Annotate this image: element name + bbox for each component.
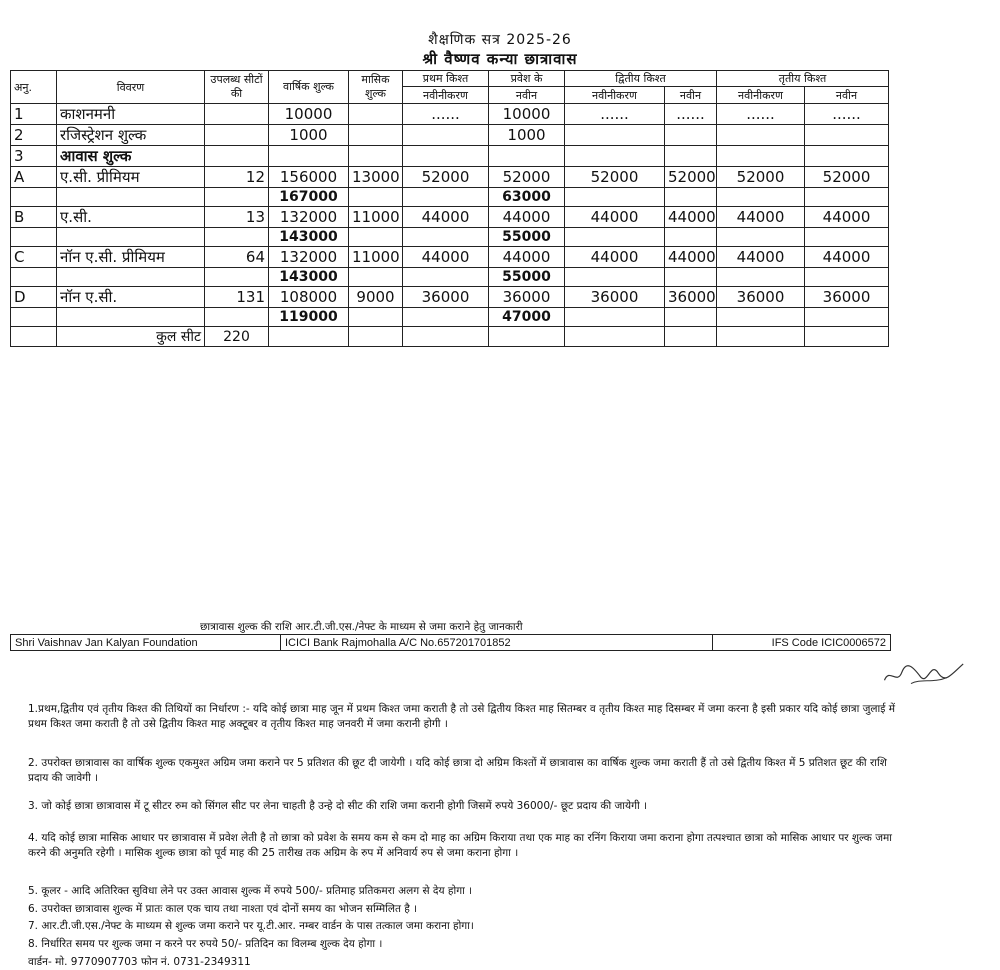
row-empty: [805, 228, 889, 247]
row-monthly: [349, 104, 403, 125]
row-empty: [349, 188, 403, 207]
row-seats: [205, 125, 269, 146]
bank-caption: छात्रावास शुल्क की राशि आर.टी.जी.एस./नेफ्ट के माध्यम से जमा कराने हेतु जानकारी: [200, 621, 523, 633]
sub-third-new: नवीन: [805, 87, 889, 104]
row-annual: 132000: [269, 207, 349, 228]
row-empty: [565, 308, 665, 327]
row-third-new: 52000: [805, 167, 889, 188]
row-second-new: 44000: [665, 207, 717, 228]
row-sno: B: [11, 207, 57, 228]
row-empty: [403, 327, 489, 347]
row-empty: [57, 228, 205, 247]
row-second-renewal: 52000: [565, 167, 665, 188]
header-sno: अनु.: [11, 71, 57, 104]
row-total-admission: 47000: [489, 308, 565, 327]
handwritten-signature: [878, 651, 971, 695]
row-empty: [11, 327, 57, 347]
row-first: 44000: [403, 207, 489, 228]
bank-account-number: ICICI Bank Rajmohalla A/C No.657201701852: [281, 635, 713, 651]
row-first: 36000: [403, 287, 489, 308]
header-third: तृतीय किश्त: [717, 71, 889, 87]
row-empty: [565, 146, 665, 167]
row-annual: 1000: [269, 125, 349, 146]
total-row: [11, 228, 889, 247]
note-5: 5. कूलर - आदि अतिरिक्त सुविधा लेने पर उक्त आवास शुल्क में रुपये 500/- प्रतिमाह प्रतिकमरा अलग से देय होगा ।: [28, 885, 473, 897]
row-desc: काशनमनी: [57, 104, 205, 125]
table-row: [11, 287, 889, 308]
row-seats: [205, 104, 269, 125]
header-desc: विवरण: [57, 71, 205, 104]
row-admission: 44000: [489, 247, 565, 268]
row-total-annual: 167000: [269, 188, 349, 207]
row-empty: [717, 188, 805, 207]
row-empty: [349, 228, 403, 247]
row-total-admission: 63000: [489, 188, 565, 207]
row-seats: 13: [205, 207, 269, 228]
row-admission: 52000: [489, 167, 565, 188]
row-first: 44000: [403, 247, 489, 268]
header-seats: उपलब्ध सीटों की: [205, 71, 269, 104]
note-6: 6. उपरोक्त छात्रावास शुल्क में प्रातः काल एक चाय तथा नाश्ता एवं दोनों समय का भोजन सम्मिलित है ।: [28, 903, 418, 915]
row-first: [403, 125, 489, 146]
row-empty: [717, 125, 805, 146]
row-total-annual: 119000: [269, 308, 349, 327]
row-desc: ए.सी. प्रीमियम: [57, 167, 205, 188]
row-first: 52000: [403, 167, 489, 188]
note-1: 1.प्रथम,द्वितीय एवं तृतीय किश्त की तिथियों का निर्धारण :- यदि कोई छात्रा माह जून में प्रथम किश्त जमा कराती है तो उसे द्वितीय किश्त माह सितम्बर व तृतीय किश्त माह दिसम्बर में जमा करना है इसी प्रकार यदि कोई छात्रा जुलाई में प्रथम किश्त जमा कराती है तो उसे द्वितीय किश्त माह अक्टूबर व तृतीय किश्त माह जनवरी में जमा करानी होगी ।: [28, 703, 896, 730]
row-third-renewal: 44000: [717, 207, 805, 228]
row-empty: [665, 125, 717, 146]
row-second-new: 44000: [665, 247, 717, 268]
row-empty: [805, 268, 889, 287]
row-monthly: 13000: [349, 167, 403, 188]
fee-table: [10, 70, 889, 347]
bank-ifsc: IFS Code ICIC0006572: [713, 635, 891, 651]
note-3: 3. जो कोई छात्रा छात्रावास में टू सीटर रुम को सिंगल सीट पर लेना चाहती है उन्हे दो सीट की राशि जमा करानी होगी जिसमें रुपये 36000/- छूट प्रदाय की जायेगी ।: [28, 800, 648, 812]
header-second: द्वितीय किश्त: [565, 71, 717, 87]
row-empty: [57, 308, 205, 327]
row-seats: 131: [205, 287, 269, 308]
row-empty: [565, 268, 665, 287]
note-8: 8. निर्धारित समय पर शुल्क जमा न करने पर रुपये 50/- प्रतिदिन का विलम्ब शुल्क देय होगा ।: [28, 938, 383, 950]
row-empty: [665, 268, 717, 287]
row-empty: [665, 228, 717, 247]
table-row: [11, 104, 889, 125]
row-admission: 44000: [489, 207, 565, 228]
row-sno: A: [11, 167, 57, 188]
row-sno: 1: [11, 104, 57, 125]
row-empty: [403, 188, 489, 207]
row-third-new: 36000: [805, 287, 889, 308]
total-row: [11, 308, 889, 327]
row-third-renewal: 36000: [717, 287, 805, 308]
row-empty: [349, 146, 403, 167]
row-empty: [349, 327, 403, 347]
row-empty: [57, 268, 205, 287]
row-empty: [805, 327, 889, 347]
row-empty: [565, 125, 665, 146]
row-empty: [205, 146, 269, 167]
row-empty: [665, 146, 717, 167]
row-empty: [565, 228, 665, 247]
row-monthly: [349, 125, 403, 146]
row-empty: [403, 146, 489, 167]
row-annual: 10000: [269, 104, 349, 125]
row-empty: [349, 268, 403, 287]
row-second-new: 36000: [665, 287, 717, 308]
row-empty: [403, 228, 489, 247]
row-empty: [717, 146, 805, 167]
row-empty: [11, 188, 57, 207]
header-row: [11, 71, 889, 87]
row-monthly: 9000: [349, 287, 403, 308]
row-total-admission: 55000: [489, 268, 565, 287]
row-empty: [665, 308, 717, 327]
signature-icon: [878, 651, 971, 692]
sub-second-new: नवीन: [665, 87, 717, 104]
row-second-new: ......: [665, 104, 717, 125]
row-total-annual: 143000: [269, 268, 349, 287]
row-empty: [205, 268, 269, 287]
table-row: [11, 247, 889, 268]
row-empty: [805, 188, 889, 207]
row-empty: [205, 228, 269, 247]
header-first: प्रथम किश्त: [403, 71, 489, 87]
row-empty: [269, 146, 349, 167]
bank-row: [11, 635, 891, 651]
sub-admission-new: नवीन: [489, 87, 565, 104]
note-4: 4. यदि कोई छात्रा मासिक आधार पर छात्रावास में प्रवेश लेती है तो छात्रा को प्रवेश के समय कम से कम दो माह का अग्रिम किराया तथा एक माह का रनिंग किराया जमा कराना होगा तत्पश्चात छात्रा को मासिक आधार पर शुल्क जमा करने की अनुमति रहेगी । मासिक शुल्क छात्रा को पूर्व माह की 25 तारीख तक अग्रिम के रुप में अनिवार्य रुप से जमा कराना होगा ।: [28, 832, 892, 859]
row-empty: [565, 188, 665, 207]
row-second-renewal: 44000: [565, 247, 665, 268]
total-seats-label: कुल सीट: [57, 327, 205, 347]
row-empty: [717, 327, 805, 347]
row-second-renewal: ......: [565, 104, 665, 125]
sub-first-renewal: नवीनीकरण: [403, 87, 489, 104]
note-2: 2. उपरोक्त छात्रावास का वार्षिक शुल्क एकमुश्त अग्रिम जमा कराने पर 5 प्रतिशत की छूट दी जायेगी । यदि कोई छात्रा दो अग्रिम किश्तों में छात्रावास का वार्षिक शुल्क जमा कराती हैं तो उसे द्वितीय किश्त में 5 प्रतिशत छूट की राशि प्रदाय की जावेगी ।: [28, 757, 887, 784]
table-row: [11, 146, 889, 167]
row-empty: [805, 146, 889, 167]
row-empty: [805, 125, 889, 146]
row-second-renewal: 36000: [565, 287, 665, 308]
row-sno: 2: [11, 125, 57, 146]
row-third-new: 44000: [805, 207, 889, 228]
row-second-renewal: 44000: [565, 207, 665, 228]
row-empty: [717, 228, 805, 247]
header-admission: प्रवेश के: [489, 71, 565, 87]
row-empty: [565, 327, 665, 347]
row-total-admission: 55000: [489, 228, 565, 247]
sub-third-renewal: नवीनीकरण: [717, 87, 805, 104]
row-empty: [717, 268, 805, 287]
row-sno: D: [11, 287, 57, 308]
row-empty: [489, 146, 565, 167]
row-second-new: 52000: [665, 167, 717, 188]
row-empty: [11, 308, 57, 327]
header-monthly: मासिक शुल्क: [349, 71, 403, 104]
row-admission: 36000: [489, 287, 565, 308]
row-admission: 10000: [489, 104, 565, 125]
row-total-annual: 143000: [269, 228, 349, 247]
bank-account-name: Shri Vaishnav Jan Kalyan Foundation: [11, 635, 281, 651]
row-third-renewal: ......: [717, 104, 805, 125]
header-annual: वार्षिक शुल्क: [269, 71, 349, 104]
row-first: ......: [403, 104, 489, 125]
row-third-renewal: 44000: [717, 247, 805, 268]
hostel-title: श्री वैष्णव कन्या छात्रावास: [422, 50, 578, 68]
row-desc: ए.सी.: [57, 207, 205, 228]
row-empty: [205, 308, 269, 327]
row-empty: [269, 327, 349, 347]
warden-contact: वार्डन- मो. 9770907703 फोन नं. 0731-2349311: [28, 956, 251, 968]
row-seats: 64: [205, 247, 269, 268]
row-empty: [11, 228, 57, 247]
table-row: [11, 125, 889, 146]
row-empty: [403, 268, 489, 287]
row-annual: 132000: [269, 247, 349, 268]
row-empty: [57, 188, 205, 207]
row-desc: नॉन ए.सी. प्रीमियम: [57, 247, 205, 268]
row-empty: [665, 188, 717, 207]
row-monthly: 11000: [349, 207, 403, 228]
row-third-renewal: 52000: [717, 167, 805, 188]
row-annual: 108000: [269, 287, 349, 308]
row-empty: [805, 308, 889, 327]
table-row: [11, 207, 889, 228]
row-empty: [717, 308, 805, 327]
row-sno: 3: [11, 146, 57, 167]
row-admission: 1000: [489, 125, 565, 146]
row-seats: 12: [205, 167, 269, 188]
row-empty: [11, 268, 57, 287]
row-empty: [349, 308, 403, 327]
row-empty: [403, 308, 489, 327]
row-third-new: ......: [805, 104, 889, 125]
row-sno: C: [11, 247, 57, 268]
row-empty: [205, 188, 269, 207]
note-7: 7. आर.टी.जी.एस./नेफ्ट के माध्यम से शुल्क जमा कराने पर यू.टी.आर. नम्बर वार्डन के पास तत्काल जमा कराना होगा।: [28, 920, 474, 932]
row-annual: 156000: [269, 167, 349, 188]
session-title: शैक्षणिक सत्र 2025-26: [428, 32, 572, 48]
row-third-new: 44000: [805, 247, 889, 268]
row-monthly: 11000: [349, 247, 403, 268]
row-empty: [665, 327, 717, 347]
total-seats-value: 220: [205, 327, 269, 347]
seat-total-row: [11, 327, 889, 347]
total-row: [11, 188, 889, 207]
row-desc: नॉन ए.सी.: [57, 287, 205, 308]
total-row: [11, 268, 889, 287]
table-row: [11, 167, 889, 188]
row-desc: आवास शुल्क: [57, 146, 205, 167]
sub-second-renewal: नवीनीकरण: [565, 87, 665, 104]
bank-table: [10, 634, 891, 651]
row-empty: [489, 327, 565, 347]
row-desc: रजिस्ट्रेशन शुल्क: [57, 125, 205, 146]
